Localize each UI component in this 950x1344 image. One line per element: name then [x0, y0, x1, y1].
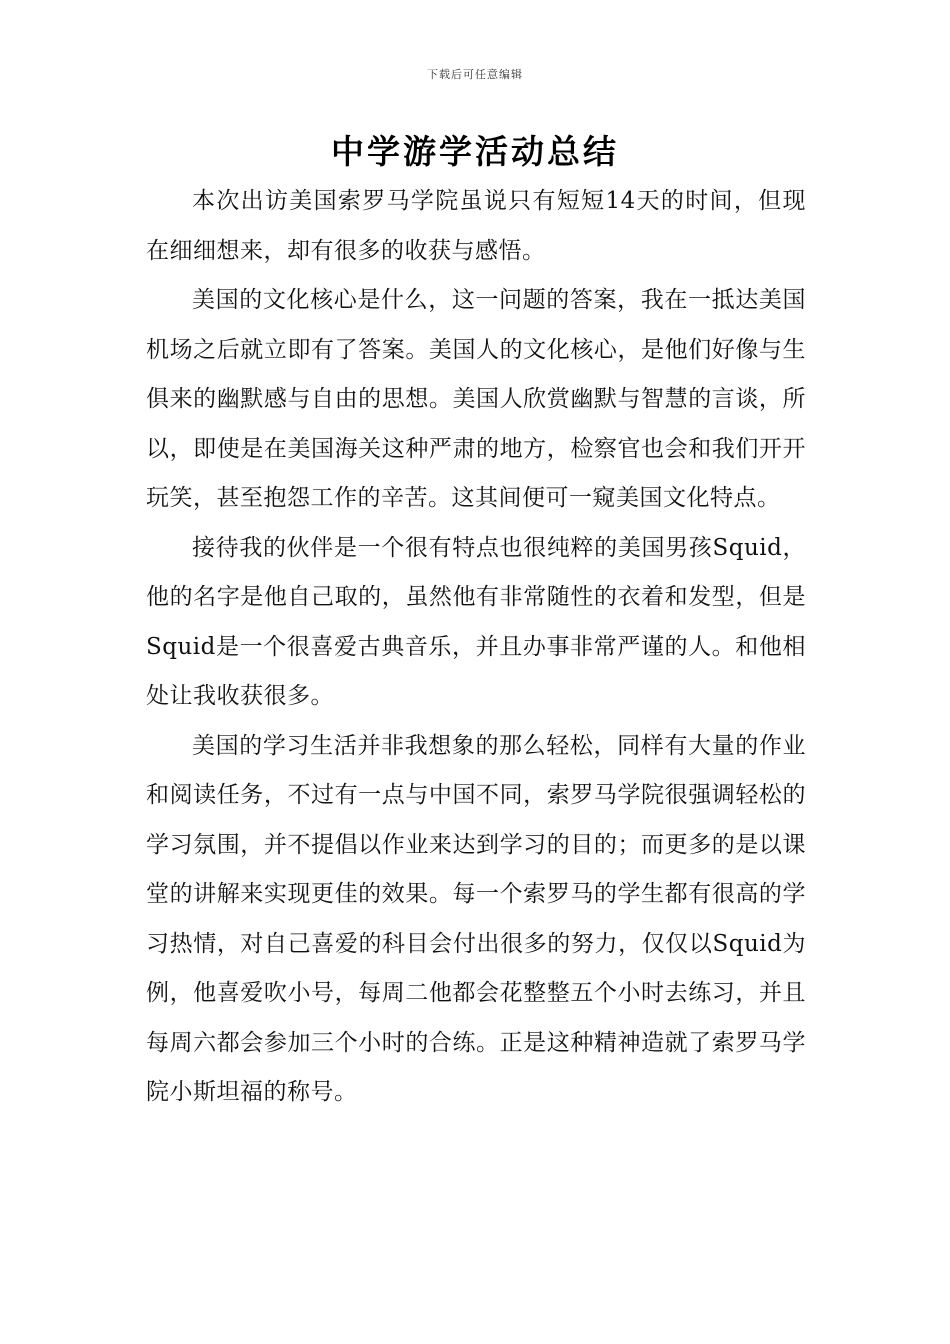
- document-body: [146, 177, 806, 1118]
- paragraph-study-life: 美国的学习生活并非我想象的那么轻松，同样有大量的作业和阅读任务，不过有一点与中国不同，索罗马学院很强调轻松的学习氛围，并不提倡以作业来达到学习的目的；而更多的是以课堂的讲解来实现更佳的效果。每一个索罗马的学生都有很高的学习热情，对自己喜爱的科目会付出很多的努力，仅仅以Squid为例，他喜爱吹小号，每周二他都会花整整五个小时去练习，并且每周六都会参加三个小时的合练。正是这种精神造就了索罗马学院小斯坦福的称号。: [146, 732, 806, 1105]
- paragraph-culture: 美国的文化核心是什么，这一问题的答案，我在一抵达美国机场之后就立即有了答案。美国人的文化核心，是他们好像与生俱来的幽默感与自由的思想。美国人欣赏幽默与智慧的言谈，所以，即使是在美国海关这种严肃的地方，检察官也会和我们开开玩笑，甚至抱怨工作的辛苦。这其间便可一窥美国文化特点。: [146, 287, 806, 511]
- header-note: 下载后可任意编辑: [427, 68, 523, 81]
- paragraph-intro: 本次出访美国索罗马学院虽说只有短短14天的时间，但现在细细想来，却有很多的收获与感悟。: [146, 188, 806, 264]
- document-title: 中学游学活动总结: [331, 132, 619, 171]
- paragraph-host-partner: 接待我的伙伴是一个很有特点也很纯粹的美国男孩Squid，他的名字是他自己取的，虽然他有非常随性的衣着和发型，但是Squid是一个很喜爱古典音乐，并且办事非常严谨的人。和他相处让我收获很多。: [146, 534, 806, 709]
